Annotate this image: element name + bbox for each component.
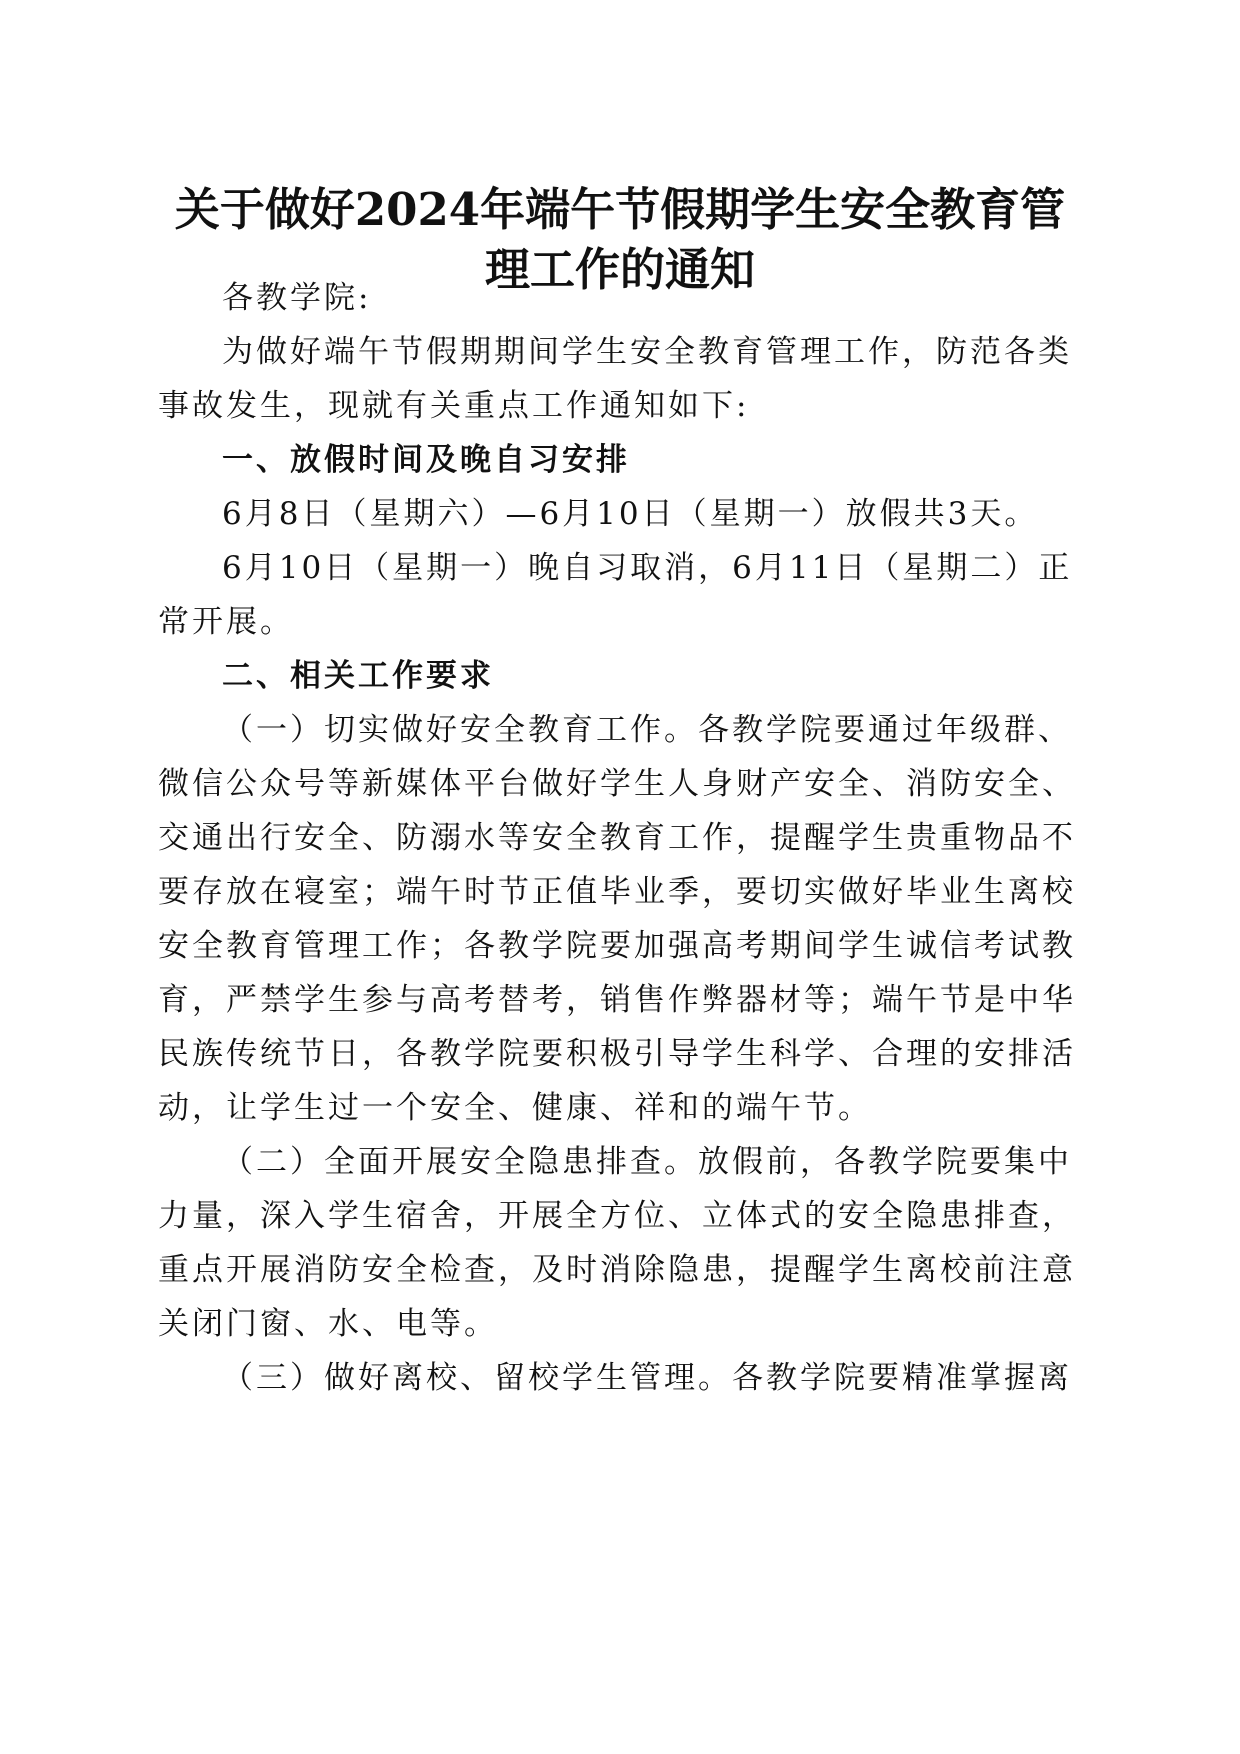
intro-line-2: 事故发生，现就有关重点工作通知如下: — [158, 388, 750, 424]
document-title-line-1: 关于做好2024年端午节假期学生安全教育管 — [174, 183, 1066, 236]
item-3-line-1: （三）做好离校、留校学生管理。各教学院要精准掌握离 — [222, 1360, 1072, 1396]
section-2-heading: 二、相关工作要求 — [222, 658, 494, 694]
salutation: 各教学院: — [222, 280, 372, 316]
item-1-line-8: 动，让学生过一个安全、健康、祥和的端午节。 — [158, 1090, 872, 1126]
section-1-paragraph-2-line-1: 6月10日（星期一）晚自习取消，6月11日（星期二）正 — [222, 550, 1073, 586]
item-1-line-5: 安全教育管理工作；各教学院要加强高考期间学生诚信考试教 — [158, 928, 1076, 964]
item-2-line-2: 力量，深入学生宿舍，开展全方位、立体式的安全隐患排查， — [158, 1198, 1076, 1234]
intro-line-1: 为做好端午节假期期间学生安全教育管理工作，防范各类 — [222, 334, 1072, 370]
item-1-line-6: 育，严禁学生参与高考替考，销售作弊器材等；端午节是中华 — [158, 982, 1076, 1018]
item-2-line-3: 重点开展消防安全检查，及时消除隐患，提醒学生离校前注意 — [158, 1252, 1076, 1288]
section-1-paragraph-1: 6月8日（星期六）—6月10日（星期一）放假共3天。 — [222, 496, 1039, 532]
section-1-paragraph-2-line-2: 常开展。 — [158, 604, 294, 640]
item-2-line-4: 关闭门窗、水、电等。 — [158, 1306, 498, 1342]
item-1-line-4: 要存放在寝室；端午时节正值毕业季，要切实做好毕业生离校 — [158, 874, 1076, 910]
item-1-line-3: 交通出行安全、防溺水等安全教育工作，提醒学生贵重物品不 — [158, 820, 1076, 856]
item-1-line-2: 微信公众号等新媒体平台做好学生人身财产安全、消防安全、 — [158, 766, 1076, 802]
item-1-line-1: （一）切实做好安全教育工作。各教学院要通过年级群、 — [222, 712, 1072, 748]
document-title-line-2: 理工作的通知 — [484, 243, 755, 296]
item-2-line-1: （二）全面开展安全隐患排查。放假前，各教学院要集中 — [222, 1144, 1072, 1180]
item-1-line-7: 民族传统节日，各教学院要积极引导学生科学、合理的安排活 — [158, 1036, 1076, 1072]
section-1-heading: 一、放假时间及晚自习安排 — [222, 442, 630, 478]
